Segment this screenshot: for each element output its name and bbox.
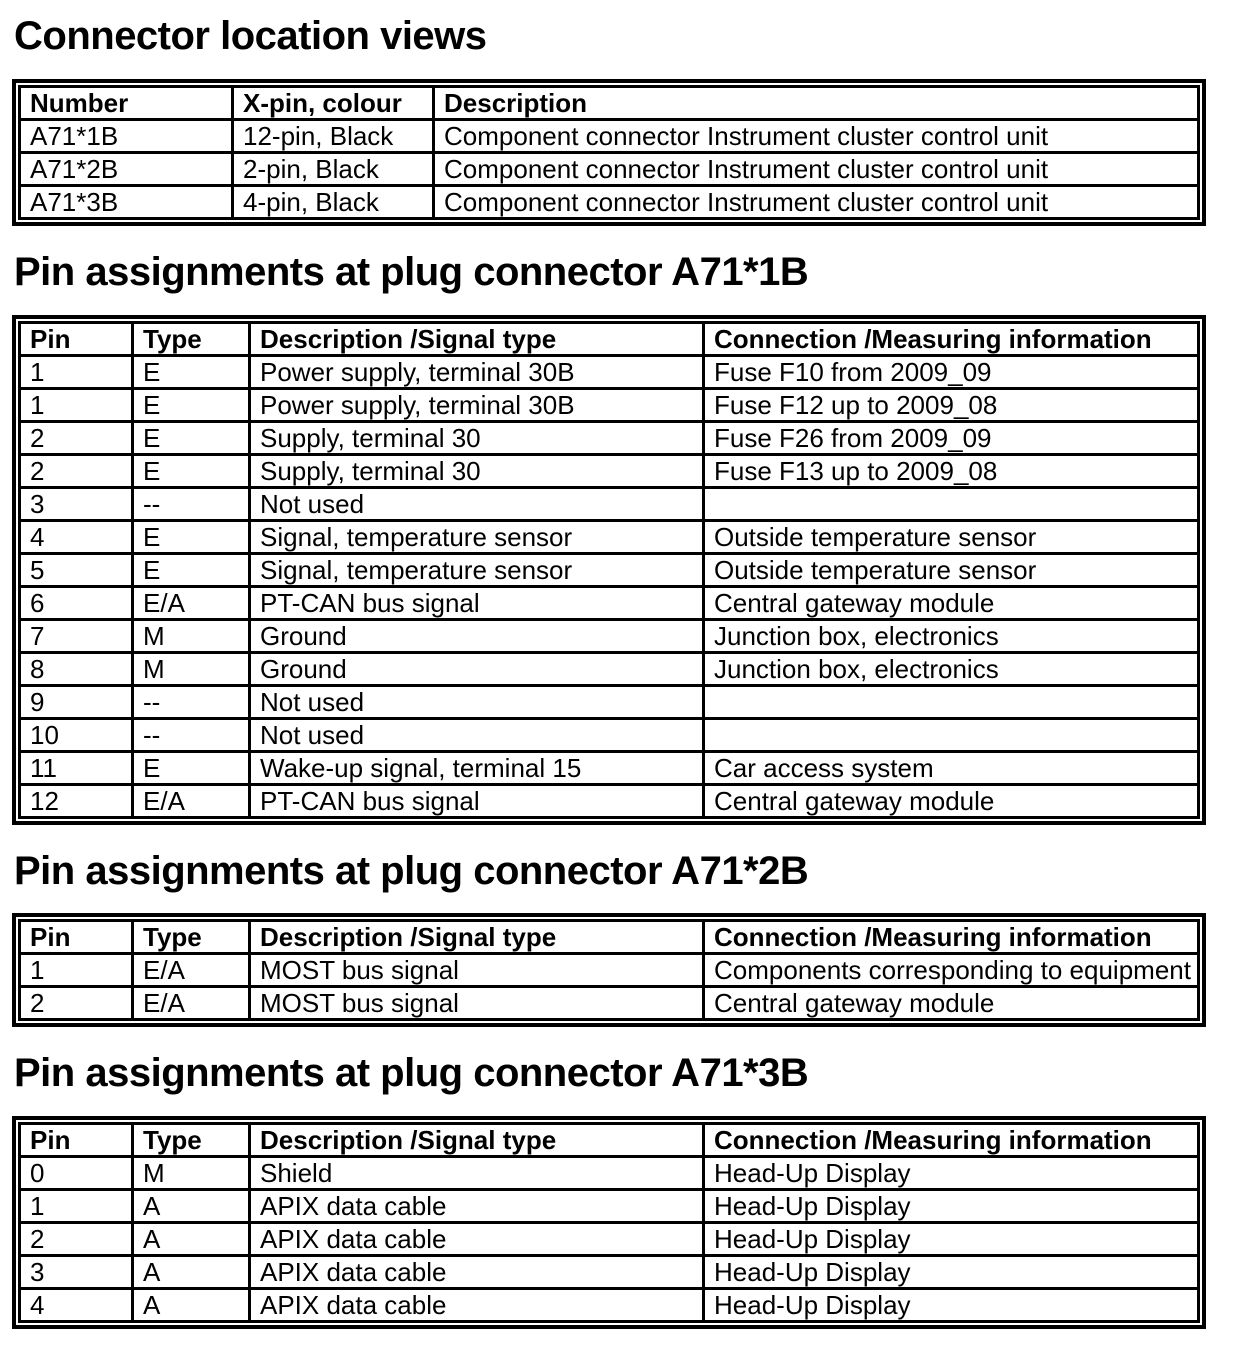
table-cell: Central gateway module — [704, 784, 1199, 817]
table-cell: A — [133, 1289, 250, 1322]
table-cell: 4 — [20, 520, 133, 553]
table-cell: 1 — [20, 355, 133, 388]
table-cell: Ground — [250, 652, 704, 685]
header-row — [20, 1124, 1199, 1157]
pin-table-a71-1b — [18, 321, 1200, 819]
table-cell: 2 — [20, 421, 133, 454]
table-cell: PT-CAN bus signal — [250, 784, 704, 817]
pin-table-a71-2b — [18, 919, 1200, 1021]
table-cell: 11 — [20, 751, 133, 784]
table-cell: 2-pin, Black — [233, 152, 434, 185]
table-cell: 9 — [20, 685, 133, 718]
table-row — [20, 1190, 1199, 1223]
header-row — [20, 322, 1199, 355]
table-cell: Central gateway module — [704, 987, 1199, 1020]
table-cell: Not used — [250, 487, 704, 520]
table-cell: 1 — [20, 388, 133, 421]
table-cell: Head-Up Display — [704, 1157, 1199, 1190]
table-cell: 5 — [20, 553, 133, 586]
table-cell: 1 — [20, 1190, 133, 1223]
pin-table-a71-2b-frame — [12, 913, 1206, 1027]
column-header: Connection /Measuring information — [704, 322, 1199, 355]
section-pin-assignments-a71-3b — [12, 1027, 1206, 1329]
table-cell: E — [133, 520, 250, 553]
table-row — [20, 388, 1199, 421]
table-cell: APIX data cable — [250, 1190, 704, 1223]
table-cell: E/A — [133, 784, 250, 817]
table-cell — [704, 718, 1199, 751]
table-cell: A — [133, 1190, 250, 1223]
table-cell: Signal, temperature sensor — [250, 553, 704, 586]
table-cell: E — [133, 553, 250, 586]
table-cell: E — [133, 388, 250, 421]
table-cell: Shield — [250, 1157, 704, 1190]
table-cell: Fuse F12 up to 2009_08 — [704, 388, 1199, 421]
section-heading: Pin assignments at plug connector A71*2B — [14, 848, 809, 893]
table-cell: APIX data cable — [250, 1289, 704, 1322]
table-row — [20, 718, 1199, 751]
table-cell: 2 — [20, 987, 133, 1020]
table-cell: A71*2B — [20, 152, 233, 185]
table-cell: Not used — [250, 718, 704, 751]
column-header: Connection /Measuring information — [704, 921, 1199, 954]
table-row — [20, 954, 1199, 987]
table-cell: E — [133, 355, 250, 388]
table-cell: Ground — [250, 619, 704, 652]
table-cell: Head-Up Display — [704, 1256, 1199, 1289]
table-cell: A71*3B — [20, 185, 233, 218]
table-row — [20, 751, 1199, 784]
table-row — [20, 586, 1199, 619]
table-cell: 10 — [20, 718, 133, 751]
pin-table-a71-1b-frame — [12, 315, 1206, 825]
table-row — [20, 1256, 1199, 1289]
table-row — [20, 1223, 1199, 1256]
table-cell: E/A — [133, 586, 250, 619]
table-row — [20, 652, 1199, 685]
table-cell: 12-pin, Black — [233, 119, 434, 152]
section-heading: Pin assignments at plug connector A71*1B — [14, 249, 809, 294]
table-cell: 8 — [20, 652, 133, 685]
table-cell: E — [133, 421, 250, 454]
table-row — [20, 685, 1199, 718]
table-cell: E/A — [133, 987, 250, 1020]
section-connector-location-views — [12, 10, 1206, 226]
table-cell: E — [133, 454, 250, 487]
table-cell: 2 — [20, 1223, 133, 1256]
table-cell: 4 — [20, 1289, 133, 1322]
connector-location-table — [18, 85, 1200, 220]
table-cell: 7 — [20, 619, 133, 652]
section-pin-assignments-a71-2b — [12, 825, 1206, 1028]
table-cell: Head-Up Display — [704, 1223, 1199, 1256]
table-cell: 0 — [20, 1157, 133, 1190]
column-header: Description /Signal type — [250, 1124, 704, 1157]
table-cell — [704, 487, 1199, 520]
table-cell: E — [133, 751, 250, 784]
table-cell: Fuse F10 from 2009_09 — [704, 355, 1199, 388]
table-cell: Power supply, terminal 30B — [250, 388, 704, 421]
column-header: Description — [434, 86, 1199, 119]
table-cell: Signal, temperature sensor — [250, 520, 704, 553]
table-row — [20, 1289, 1199, 1322]
table-row — [20, 119, 1199, 152]
table-row — [20, 1157, 1199, 1190]
table-cell: M — [133, 619, 250, 652]
table-cell: Power supply, terminal 30B — [250, 355, 704, 388]
section-heading: Pin assignments at plug connector A71*3B — [14, 1051, 809, 1096]
table-cell: Component connector Instrument cluster control unit — [434, 119, 1199, 152]
table-cell: Car access system — [704, 751, 1199, 784]
table-cell: Components corresponding to equipment — [704, 954, 1199, 987]
table-row — [20, 487, 1199, 520]
section-heading: Connector location views — [14, 14, 487, 58]
table-cell: Outside temperature sensor — [704, 520, 1199, 553]
column-header: Type — [133, 1124, 250, 1157]
header-row — [20, 921, 1199, 954]
table-row — [20, 619, 1199, 652]
table-cell: 12 — [20, 784, 133, 817]
column-header: Type — [133, 921, 250, 954]
table-cell: Supply, terminal 30 — [250, 421, 704, 454]
section-pin-assignments-a71-1b — [12, 226, 1206, 825]
table-cell: Junction box, electronics — [704, 619, 1199, 652]
table-cell: APIX data cable — [250, 1223, 704, 1256]
table-cell: A — [133, 1256, 250, 1289]
table-cell: M — [133, 652, 250, 685]
table-cell: MOST bus signal — [250, 987, 704, 1020]
header-row — [20, 86, 1199, 119]
table-cell: Junction box, electronics — [704, 652, 1199, 685]
column-header: Description /Signal type — [250, 322, 704, 355]
table-cell: Central gateway module — [704, 586, 1199, 619]
table-row — [20, 355, 1199, 388]
table-row — [20, 987, 1199, 1020]
table-cell: A71*1B — [20, 119, 233, 152]
table-cell: 3 — [20, 487, 133, 520]
column-header: Description /Signal type — [250, 921, 704, 954]
table-cell: 2 — [20, 454, 133, 487]
table-cell: Wake-up signal, terminal 15 — [250, 751, 704, 784]
table-cell: PT-CAN bus signal — [250, 586, 704, 619]
table-cell: Component connector Instrument cluster control unit — [434, 185, 1199, 218]
column-header: Pin — [20, 322, 133, 355]
table-cell: Outside temperature sensor — [704, 553, 1199, 586]
table-cell: M — [133, 1157, 250, 1190]
pin-table-a71-3b-frame — [12, 1116, 1206, 1329]
column-header: Type — [133, 322, 250, 355]
table-cell: 6 — [20, 586, 133, 619]
table-cell: 4-pin, Black — [233, 185, 434, 218]
table-cell: Fuse F26 from 2009_09 — [704, 421, 1199, 454]
table-cell — [704, 685, 1199, 718]
table-row — [20, 520, 1199, 553]
table-row — [20, 421, 1199, 454]
table-cell: Head-Up Display — [704, 1289, 1199, 1322]
table-row — [20, 553, 1199, 586]
column-header: X-pin, colour — [233, 86, 434, 119]
pin-table-a71-3b — [18, 1122, 1200, 1323]
table-cell: APIX data cable — [250, 1256, 704, 1289]
table-cell: 1 — [20, 954, 133, 987]
column-header: Pin — [20, 921, 133, 954]
table-cell: MOST bus signal — [250, 954, 704, 987]
connector-location-table-frame — [12, 79, 1206, 226]
table-row — [20, 454, 1199, 487]
table-row — [20, 152, 1199, 185]
table-cell: -- — [133, 718, 250, 751]
table-cell: Supply, terminal 30 — [250, 454, 704, 487]
table-cell: Head-Up Display — [704, 1190, 1199, 1223]
table-cell: 3 — [20, 1256, 133, 1289]
table-cell: Fuse F13 up to 2009_08 — [704, 454, 1199, 487]
table-cell: -- — [133, 487, 250, 520]
table-cell: A — [133, 1223, 250, 1256]
table-row — [20, 784, 1199, 817]
table-cell: Component connector Instrument cluster control unit — [434, 152, 1199, 185]
column-header: Pin — [20, 1124, 133, 1157]
table-cell: -- — [133, 685, 250, 718]
column-header: Connection /Measuring information — [704, 1124, 1199, 1157]
table-cell: Not used — [250, 685, 704, 718]
table-row — [20, 185, 1199, 218]
table-cell: E/A — [133, 954, 250, 987]
column-header: Number — [20, 86, 233, 119]
